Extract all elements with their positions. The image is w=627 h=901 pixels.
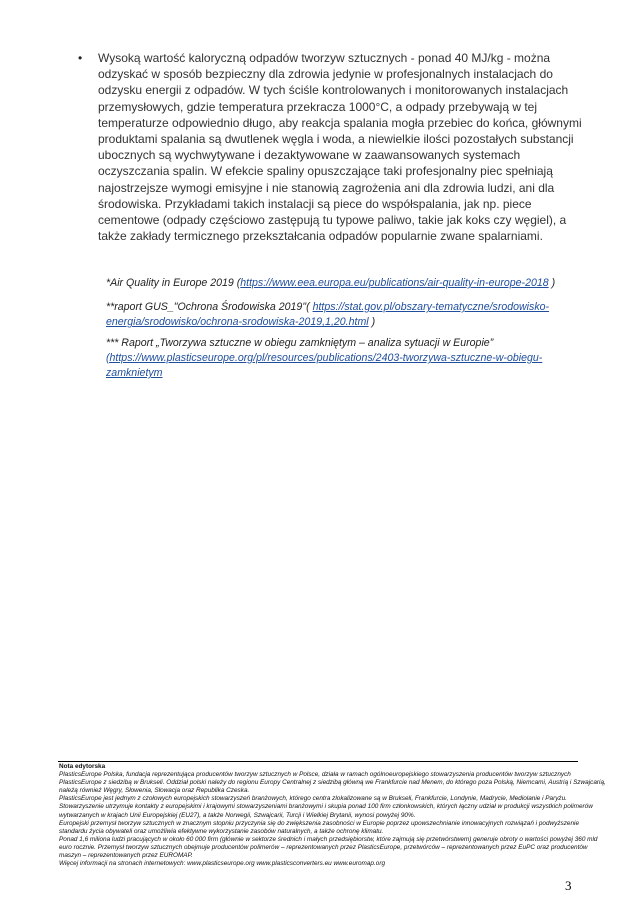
footnote-3-link[interactable]: (https://www.plasticseurope.org/pl/resources/publications/2403-tworzywa-sztuczne-w-obiegu-zamknietym [106, 352, 543, 379]
page-number: 3 [565, 878, 572, 893]
footnote-1 [106, 276, 576, 291]
footnote-2-text: **raport GUS_"Ochrona Środowiska 2019"( [106, 301, 313, 313]
body-paragraph: Wysoką wartość kaloryczną odpadów tworzyw sztucznych - ponad 40 MJ/kg - można odzyskać w sposób bezpieczny dla zdrowia jedynie w profesjonalnych instalacjach do odzysku energii z odpadów. W tych ściśle kontrolowanych i monitorowanych instalacjach przemysłowych, gdzie temperatura przekracza 1000°C, a odpady przebywają w tej temperaturze odpowiednio długo, aby reakcja spalania mogła przebiec do końca, głównymi produktami spalania są dwutlenek węgla i woda, a niewielkie ilości pozostałych substancji ubocznych są wychwytywane i dezaktywowane w zaawansowanych systemach oczyszczania spalin. W efekcie spaliny opuszczające taki profesjonalny piec spełniają najostrzejsze wymogi emisyjne i nie stanowią zagrożenia ani dla zdrowia ludzi, ani dla środowiska. Przykładami takich instalacji są piece do współspalania, jak np. piece cementowe (odpady częściowo zastępują tu typowe paliwo, takie jak koks czy węgiel), a także zakłady termicznego przekształcania odpadów popularnie zwane spalarniami. [98, 51, 582, 244]
footnote-3 [106, 336, 576, 381]
footnote-1-suffix: ) [548, 277, 556, 289]
footer-divider [58, 761, 578, 762]
footnote-2-suffix: ) [368, 316, 376, 328]
editorial-note-paragraph: PlasticsEurope jest jednym z czołowych europejskich stowarzyszeń branżowych, którego centra zlokalizowane są w Brukseli, Frankfurcie, Londynie, Madrycie, Mediolanie i Paryżu. Stowarzyszenie utrzymuje kontakty z europejskimi i krajowymi stowarzyszeniami branżowymi i skupia ponad 100 firm członkowskich, których łączny udział w produkcji wszystkich polimerów wytwarzanych w krajach Unii Europejskiej (EU27), a także Norwegii, Szwajcarii, Turcji i Wielkiej Brytanii, wynosi powyżej 90%. [59, 795, 593, 819]
footnote-1-link[interactable]: https://www.eea.europa.eu/publications/air-quality-in-europe-2018 [240, 277, 549, 289]
footnote-2-link[interactable]: https://stat.gov.pl/obszary-tematyczne/srodowisko-energia/srodowisko/ochrona-srodowiska-2019,1,20.html [106, 301, 550, 328]
footnote-1-text: *Air Quality in Europe 2019 ( [106, 277, 241, 289]
editorial-note-paragraph: Ponad 1,6 miliona ludzi pracujących w około 60 000 firm (głównie w sektorze średnich i małych przedsiębiorstw, które zajmują się przetwórstwem) generuje obroty o wartości powyżej 360 mld euro rocznie. Przemysł tworzyw sztucznych obejmuje producentów polimerów – reprezentowanych przez PlasticsEurope, przetwórców – reprezentowanych przez EuPC oraz producentów maszyn – reprezentowanych przez EUROMAP. [59, 835, 598, 860]
editorial-note [59, 763, 609, 868]
editorial-note-paragraph: PlasticsEurope Polska, fundacja reprezentująca producentów tworzyw sztucznych w Polsce, działa w ramach ogólnoeuropejskiego stowarzyszenia producentów tworzyw sztucznych PlasticsEurope z siedzibą w Brukseli. Oddział polski należy do regionu Europy Centralnej z siedzibą główną we Frankfurcie nad Menem, do którego poza Polską, Niemcami, Austrią i Szwajcarią, należą również Węgry, Słowenia, Słowacja oraz Republika Czeska. [59, 771, 606, 795]
editorial-note-links: Więcej informacji na stronach internetowych: www.plasticseurope.org www.plasticsconverters.eu www.euromap.org [59, 860, 386, 868]
footnote-2 [106, 300, 576, 330]
bullet-icon: • [78, 51, 83, 65]
footnote-3-text: *** Raport „Tworzywa sztuczne w obiegu zamkniętym – analiza sytuacji w Europie” [106, 337, 494, 349]
editorial-note-title: Nota edytorska [59, 763, 106, 770]
editorial-note-paragraph: Europejski przemysł tworzyw sztucznych w znacznym stopniu przyczynia się do zwiększenia zasobności w Europie poprzez upowszechnianie innowacyjnych rozwiązań i podwyższenie standardu życia obywateli oraz umożliwia efektywne wykorzystanie zasobów naturalnych, a także ochronę klimatu. [59, 819, 580, 835]
